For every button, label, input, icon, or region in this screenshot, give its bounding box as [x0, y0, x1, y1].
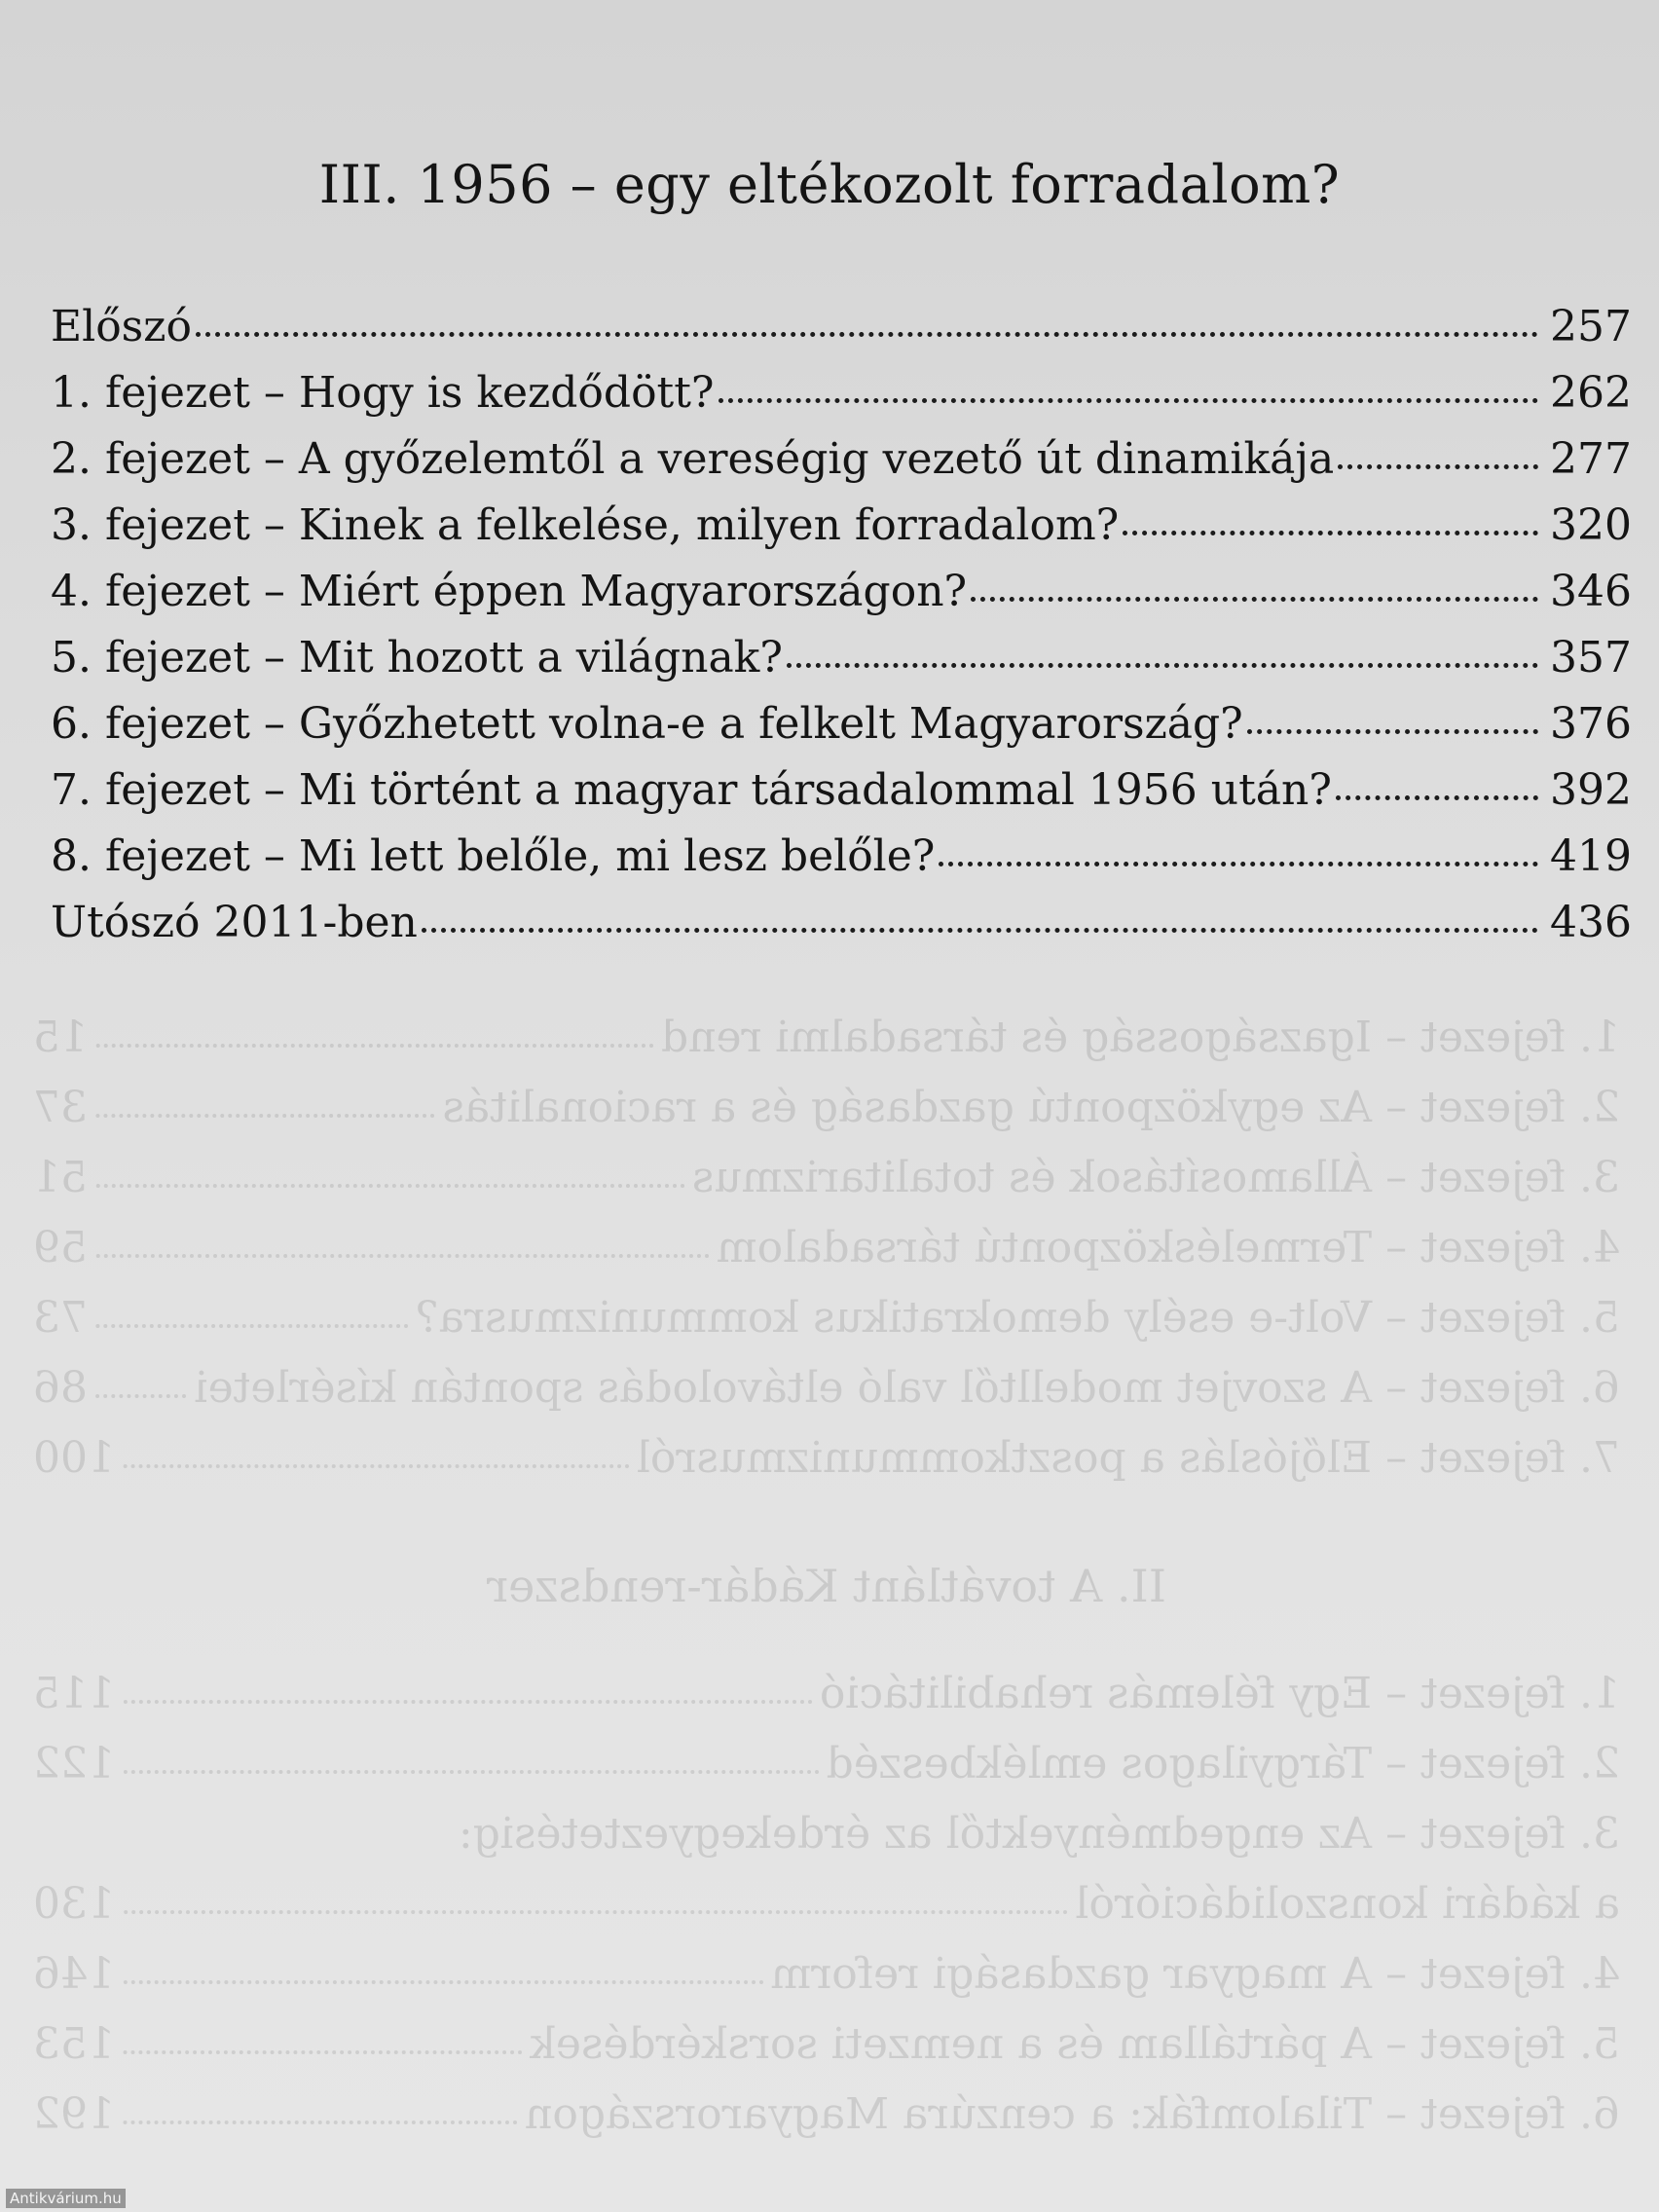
show-through-dot-leader — [123, 1770, 819, 1774]
show-through-entry — [33, 1153, 1620, 1223]
show-through-entry-page: 122 — [33, 1739, 115, 1788]
toc-entry — [51, 831, 1632, 898]
show-through-dot-leader — [95, 1184, 684, 1188]
show-through-entry — [33, 1739, 1620, 1809]
dot-leader — [1338, 464, 1538, 469]
toc-entry-title: 1. fejezet – Hogy is kezdődött? — [51, 368, 715, 418]
toc-entry-page-number: 277 — [1550, 434, 1632, 484]
toc-entry-title: 4. fejezet – Miért éppen Magyarországon? — [51, 567, 968, 616]
show-through-entry-title: a kádári konszolidációról — [1075, 1879, 1620, 1929]
toc-entry-title: 3. fejezet – Kinek a felkelése, milyen forradalom? — [51, 500, 1120, 550]
dot-leader — [719, 398, 1538, 403]
dot-leader — [1123, 531, 1538, 535]
show-through-entry-page: 153 — [33, 2019, 115, 2069]
toc-entry — [51, 765, 1632, 831]
show-through-entry — [33, 1809, 1620, 1879]
show-through-entry-page: 100 — [33, 1433, 115, 1483]
show-through-entry-page: 15 — [33, 1013, 88, 1062]
show-through-dot-leader — [123, 1980, 763, 1984]
toc-entry-title: 7. fejezet – Mi történt a magyar társadalommal 1956 után? — [51, 765, 1332, 815]
toc-entry — [51, 699, 1632, 765]
show-through-dot-leader — [123, 1464, 629, 1468]
show-through-entry — [33, 1669, 1620, 1739]
toc-entry-title: 2. fejezet – A győzelemtől a vereségig vezető út dinamikája — [51, 434, 1335, 484]
toc-entry — [51, 434, 1632, 500]
toc-entry — [51, 898, 1632, 964]
show-through-dot-leader — [123, 1910, 1067, 1914]
show-through-entry — [33, 1879, 1620, 1949]
show-through-entry — [33, 1223, 1620, 1293]
show-through-dot-leader — [123, 1700, 812, 1704]
show-through-dot-leader — [95, 1044, 653, 1048]
show-through-entry — [33, 1433, 1620, 1503]
toc-entry — [51, 633, 1632, 699]
toc-entry-page-number: 376 — [1550, 699, 1632, 749]
toc-entry-title: 8. fejezet – Mi lett belőle, mi lesz belőle? — [51, 831, 936, 881]
show-through-entry — [33, 2089, 1620, 2159]
dot-leader — [939, 862, 1538, 866]
show-through-entry-title: 5. fejezet – Volt-e esély demokratikus kommunizmusra? — [416, 1293, 1620, 1343]
show-through-toc — [33, 1013, 1620, 2159]
toc-entry-title: Előszó — [51, 302, 192, 351]
show-through-entry — [33, 1363, 1620, 1433]
toc-entry-title: Utószó 2011-ben — [51, 898, 418, 947]
show-through-entry-title: 6. fejezet – Tilalomfák: a cenzúra Magyarországon — [525, 2089, 1620, 2139]
show-through-entry-title: 7. fejezet – Előjóslás a posztkommunizmusról — [636, 1433, 1620, 1483]
toc-entry-page-number: 392 — [1550, 765, 1632, 815]
show-through-entry-title: 2. fejezet – Tárgyilagos emlékbeszéd — [826, 1739, 1620, 1788]
show-through-entry-title: 4. fejezet – Termelésközpontú társadalom — [716, 1223, 1620, 1272]
show-through-section-title: II. A továtlánt Kádár-rendszer — [487, 1560, 1166, 1612]
show-through-entry-title: 1. fejezet – Egy félemás rehabilitáció — [819, 1669, 1620, 1718]
toc-entry — [51, 368, 1632, 434]
toc-entry-page-number: 436 — [1550, 898, 1632, 947]
dot-leader — [196, 332, 1538, 337]
dot-leader — [422, 928, 1538, 933]
table-of-contents — [51, 302, 1632, 964]
show-through-dot-leader — [123, 2120, 517, 2124]
toc-entry — [51, 302, 1632, 368]
show-through-entry — [33, 1083, 1620, 1153]
show-through-entry — [33, 1293, 1620, 1363]
watermark: Antikvárium.hu — [6, 2189, 126, 2208]
show-through-entry-title: 1. fejezet – Igazságosság és társadalmi rend — [660, 1013, 1620, 1062]
toc-entry-page-number: 320 — [1550, 500, 1632, 550]
dot-leader — [971, 597, 1538, 602]
section-title: III. 1956 – egy eltékozolt forradalom? — [318, 154, 1341, 215]
show-through-dot-leader — [95, 1114, 434, 1118]
show-through-dot-leader — [95, 1394, 186, 1398]
toc-entry-page-number: 257 — [1550, 302, 1632, 351]
show-through-entry-title: 5. fejezet – A pártállam és a nemzeti sorskérdések — [530, 2019, 1620, 2069]
show-through-entry — [33, 1013, 1620, 1083]
show-through-entry-title: 6. fejezet – A szovjet modelltől való eltávolodás spontán kísérletei — [194, 1363, 1620, 1413]
dot-leader — [787, 663, 1538, 668]
show-through-entry-page: 192 — [33, 2089, 115, 2139]
show-through-entry-page: 73 — [33, 1293, 88, 1343]
toc-entry-title: 5. fejezet – Mit hozott a világnak? — [51, 633, 783, 682]
show-through-entry-page: 146 — [33, 1949, 115, 1999]
show-through-dot-leader — [95, 1324, 408, 1328]
show-through-entry-page: 59 — [33, 1223, 88, 1272]
show-through-entry-page: 130 — [33, 1879, 115, 1929]
show-through-entry — [33, 1949, 1620, 2019]
toc-entry — [51, 567, 1632, 633]
show-through-entry-page: 86 — [33, 1363, 88, 1413]
dot-leader — [1336, 795, 1538, 800]
toc-entry-page-number: 357 — [1550, 633, 1632, 682]
toc-entry-page-number: 262 — [1550, 368, 1632, 418]
toc-entry-title: 6. fejezet – Győzhetett volna-e a felkelt Magyarország? — [51, 699, 1243, 749]
show-through-entry-title: 3. fejezet – Az engedményektől az érdekegyeztetésig: — [458, 1809, 1620, 1859]
show-through-dot-leader — [123, 2050, 522, 2054]
toc-entry — [51, 500, 1632, 567]
show-through-entry-page: 51 — [33, 1153, 88, 1202]
show-through-dot-leader — [95, 1254, 709, 1258]
show-through-entry — [33, 2019, 1620, 2089]
show-through-entry-title: 4. fejezet – A magyar gazdasági reform — [770, 1949, 1620, 1999]
show-through-entry-page: 115 — [33, 1669, 115, 1718]
show-through-entry-page: 37 — [33, 1083, 88, 1132]
dot-leader — [1247, 729, 1538, 734]
toc-entry-page-number: 346 — [1550, 567, 1632, 616]
show-through-entry-title: 3. fejezet – Államosítások és totalitarizmus — [691, 1153, 1620, 1202]
toc-entry-page-number: 419 — [1550, 831, 1632, 881]
show-through-entry-title: 2. fejezet – Az egyközpontú gazdaság és a racionalitás — [442, 1083, 1620, 1132]
